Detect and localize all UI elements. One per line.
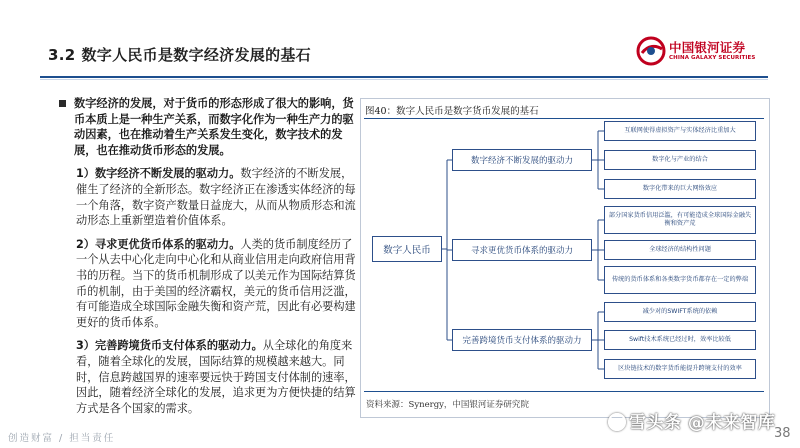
leaf-node: 互联网使得虚拟资产与实体经济比重加大 <box>604 121 756 141</box>
driver-node-3: 完善跨境货币支付体系的驱动力 <box>452 329 592 351</box>
watermark <box>608 408 775 433</box>
section-number: 3.2 <box>48 46 76 64</box>
header-divider-thin <box>40 79 768 80</box>
logo-cn-text: 中国银河证券 <box>669 40 746 55</box>
body-text-column <box>58 96 358 416</box>
leaf-node: 数字化带来的巨大网络效应 <box>604 179 756 199</box>
logo-en-text: CHINA GALAXY SECURITIES <box>669 55 756 61</box>
leaf-node: 减少对的SWIFT系统的依赖 <box>604 302 756 322</box>
root-node: 数字人民币 <box>372 236 442 262</box>
driver-section-3 <box>58 338 358 416</box>
figure-title: 图40：数字人民币是数字货币发展的基石 <box>365 106 539 117</box>
driver-section-1 <box>58 166 358 228</box>
section-heading <box>48 44 311 65</box>
section-title: 数字人民币是数字经济发展的基石 <box>81 46 311 64</box>
company-logo <box>636 36 754 68</box>
header-divider <box>40 76 768 78</box>
leaf-node: 全球经济的结构性问题 <box>604 240 756 260</box>
figure-source: 资料来源：Synergy，中国银河证券研究院 <box>366 400 529 410</box>
driver-heading: 3）完善跨境货币支付体系的驱动力。 <box>76 339 263 353</box>
driver-section-2 <box>58 237 358 331</box>
page-number: 38 <box>774 426 791 441</box>
figure-bottom-rule <box>364 391 764 392</box>
driver-node-2: 寻求更优货币体系的驱动力 <box>452 239 592 261</box>
driver-heading: 1）数字经济不断发展的驱动力。 <box>76 167 241 181</box>
driver-body: 从全球化的角度来看，随着全球化的发展，国际结算的规模越来越大。同时，信息跨越国界的速率要远快于跨国支付体制的速率，因此，随着经济全球化的发展，追求更为方便快捷的结算方式是各个国家的需求。 <box>76 339 356 415</box>
driver-body: 人类的货币制度经历了一个从去中心化走向中心化和从商业信用走向政府信用背书的历程。当下的货币机制形成了以美元作为国际结算货币的机制，由于美国的经济霸权，美元的货币信用泛滥，有可能造成全球国际金融失衡和资产荒，因此有必要构建更好的货币体系。 <box>76 237 356 329</box>
galaxy-logo-icon <box>636 36 666 66</box>
driver-heading: 2）寻求更优货币体系的驱动力。 <box>76 237 241 251</box>
leaf-node: 传统的货币体系和各类数字货币都存在一定的弊端 <box>604 266 756 294</box>
driver-body: 数字经济的不断发展，催生了经济的全新形态。数字经济正在渗透实体经济的每一个角落，数字资产数量日益庞大，从而从物质形态和流动形态上重新塑造着价值体系。 <box>76 167 356 228</box>
driver-node-1: 数字经济不断发展的驱动力 <box>452 149 592 171</box>
leaf-node: 区块链技术的数字货币能提升跨境支付的效率 <box>604 359 756 379</box>
leaf-node: 数字化与产业的结合 <box>604 150 756 170</box>
figure-top-rule <box>364 118 764 119</box>
leaf-node: Swift技术系统已经过时，效率比较低 <box>604 330 756 350</box>
footer-slogan: 创造财富 / 担当责任 <box>8 433 116 444</box>
leaf-node: 部分国家货币信用泛滥，有可能造成全球国际金融失衡和资产荒 <box>604 206 756 234</box>
watermark-text: 雪头条 @未来智库 <box>629 413 776 433</box>
watermark-logo-icon <box>608 413 626 431</box>
intro-bullet: 数字经济的发展，对于货币的形态形成了很大的影响，货币本质上是一种生产关系，而数字化作为一种生产力的驱动因素，也在推动着生产关系发生变化，数字技术的发展，也在推动货币形态的发展。 <box>58 96 358 158</box>
